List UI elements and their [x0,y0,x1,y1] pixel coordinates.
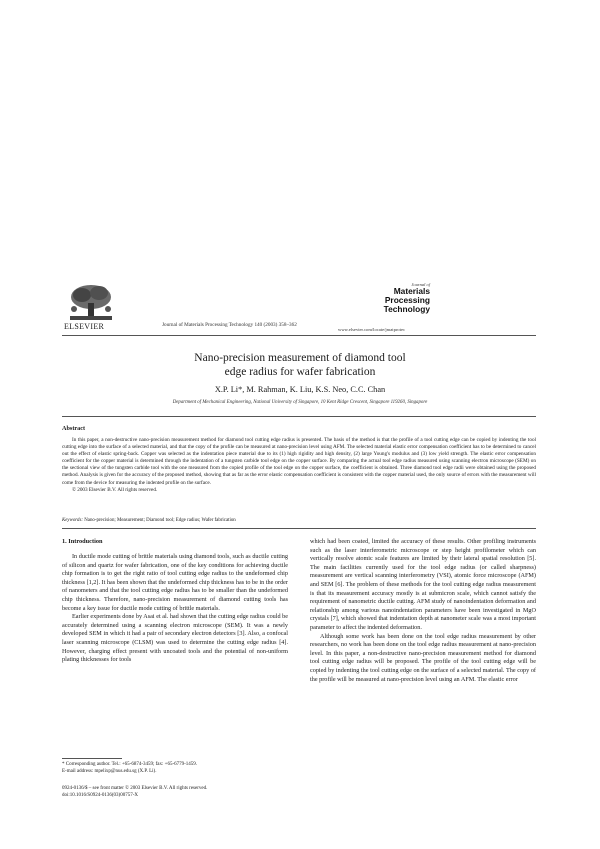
abstract-heading: Abstract [62,425,86,432]
affiliation: Department of Mechanical Engineering, National University of Singapore, 10 Kent Ridge Crescent, Singapore 119260, Singapore [172,400,428,405]
abstract-top-rule [62,416,536,417]
journal-title-line3: Technology [383,304,430,314]
journal-url[interactable]: www.elsevier.com/locate/jmatprotec [338,327,406,332]
author-list: X.P. Li*, M. Rahman, K. Liu, K.S. Neo, C.C. Chan [214,385,386,394]
publisher-logo-text: ELSEVIER [64,322,105,331]
abstract-copyright: © 2003 Elsevier B.V. All rights reserved. [72,486,158,493]
article-title [100,352,500,379]
abstract-bottom-rule [62,528,536,529]
keywords-label: Keywords: [62,518,84,523]
footer-doi[interactable]: doi:10.1016/S0924-0136(03)00757-X [62,792,138,798]
journal-small-label: Journal of [411,282,430,287]
intro-paragraph-1: In ductile mode cutting of brittle materials using diamond tools, such as ductile cutting of silicon and quartz for wafer fabrication, one of the key conditions for achieving ductile chip formation is to get the right ratio of tool cutting edge radius to the undeformed chip thickness [1,2]. It has been shown that the undeformed chip thickness has to be in the order of nanometers and that the tool cutting edge radius has to be smaller than the undeformed chip thickness. Therefore, nano-precision measurement of diamond cutting tools has become a key issue for ductile mode cutting of brittle materials. [62,553,288,612]
tree-icon [64,283,118,323]
journal-citation: Journal of Materials Processing Technology 140 (2003) 358–362 [162,322,297,328]
footnote-rule [62,758,122,759]
footnote-email: E-mail address: mpelixp@nus.edu.sg (X.P. Li). [62,768,157,774]
title-line-2: edge radius for wafer fabrication [224,365,376,378]
keywords-text: Nano-precision; Measurement; Diamond tool; Edge radius; Wafer fabrication [84,518,236,523]
section-heading-introduction: 1. Introduction [62,538,103,545]
footnote [62,762,288,775]
journal-title-line2: Processing [384,295,430,305]
intro-paragraph-2: Earlier experiments done by Asai et al. had shown that the cutting edge radius could be accurately determined using a scanning electron microscope (SEM). It was a newly developed SEM in which it had a pair of secondary electron detectors [3]. Also, a confocal laser scanning microscope (CLSM) was used to determine the cutting edge radius [4]. However, charging effect present with uncoated tools and the potential of non-uniform plating thicknesses for tools [62,613,288,664]
elsevier-tree-logo [64,283,118,323]
journal-masthead [368,282,430,314]
keywords-line [62,518,536,523]
body-column-right [310,538,536,684]
abstract-body [62,437,536,494]
title-line-1: Nano-precision measurement of diamond tool [194,352,406,364]
footer-issn-line: 0924-0136/$ – see front matter © 2003 Elsevier B.V. All rights reserved. [62,786,208,791]
abstract-text: In this paper, a non-destructive nano-precision measurement method for diamond tool cutting edge radius is presented. The basis of the method is that the profile of a tool cutting edge can be copied by indenting the tool cutting edge into the surface of a selected material, and that the copy of the profile can be measured at nano-precision level using AFM. The selected material elastic error compensation coefficient has to be determined to cancel out the effect of elastic spring-back. Copper was selected as the indentation piece material due to its (1) high rigidity and high density, (2) large Young's modulus and (3) low yield strength. The elastic error compensation coefficient for the copper material is determined through the indentation of a tungsten carbide tool edge on the copper surface. By comparing the actual tool edge radius measured using scanning electron microscope (SEM) on the sectional view of the tungsten carbide tool with the one measured from the copied profile of the tool edge on the copper surface, the coefficient is obtained. Three diamond tool edge radii were obtained using the proposed method. Analysis is given for the accuracy of the proposed method, showing that as far as the error elastic compensation coefficient is consistent with the copper material used, the only source of errors with the measurement will come from the device for measuring the indented profile on the surface. [62,437,536,486]
body-column-left [62,538,288,665]
journal-title-line1: Materials [393,286,430,296]
intro-paragraph-3: which had been coated, limited the accuracy of these results. Other profiling instruments such as the laser interferometric microscope or step height profilometer which can vertically resolve atomic scale features are limited by their lateral spatial resolution [5]. The main facilities currently used for the tool edge radius (or called sharpness) measurement are vertical scanning interferometry (VSI), atomic force microscope (AFM) and SEM [6]. The problem of these methods for the tool cutting edge radius measurement is that its measurement accuracy mostly is at submicron scale, which cannot satisfy the requirement of nanometric ductile cutting. AFM study of nanoindentation deformation and relationship among various nanoindentation parameters have been investigated in MgO crystals [7], which showed that indentation depth at nanometer scale was a most important parameter to affect the indented deformation. [310,538,536,631]
intro-paragraph-4: Although some work has been done on the tool edge radius measurement by other researchers, no work has been done on the tool edge radius measurement at nano-precision level. In this paper, a non-destructive nano-precision measurement method for diamond tool cutting edge radius will be proposed. The profile of the tool cutting edge will be copied by indenting the tool cutting edge on the surface of a selected material. The copy of the profile will be measured at nano-precision level using an AFM. The elastic error [310,632,536,683]
footnote-corresponding: * Corresponding author. Tel.: +65-6874-3459; fax: +65-6779-1459. [62,762,198,767]
front-matter-footer [62,786,362,799]
header-rule [62,335,536,336]
